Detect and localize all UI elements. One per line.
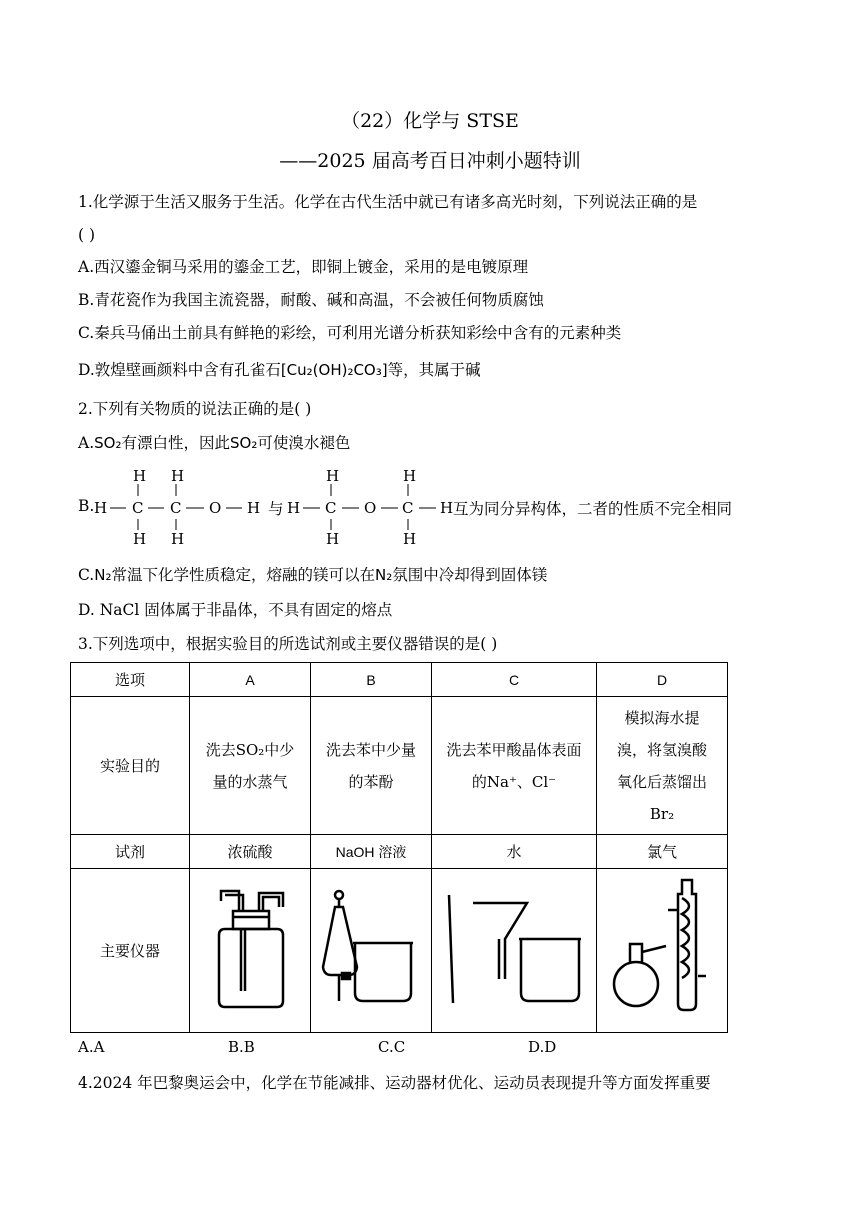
n2-formula-2: N₂ — [374, 566, 393, 584]
svg-text:H: H — [440, 499, 454, 517]
q2-option-d: D. NaCl 固体属于非晶体，不具有固定的熔点 — [78, 601, 393, 619]
n2-formula: N₂ — [94, 566, 112, 584]
header-cell: D — [597, 663, 728, 697]
apparatus-cell — [597, 869, 728, 1033]
so2-formula: SO₂ — [94, 434, 122, 452]
q3-option-a: A.A — [78, 1038, 105, 1056]
q2-option-b-link: 与 — [268, 500, 284, 518]
q1-option-d-tail: 等，其属于碱 — [387, 361, 481, 379]
svg-text:O: O — [364, 499, 377, 517]
svg-text:C: C — [132, 499, 144, 517]
page-subtitle: ——2025 届高考百日冲刺小题特训 — [279, 150, 581, 172]
row-label: 主要仪器 — [71, 869, 190, 1033]
svg-text:H: H — [326, 530, 340, 548]
q2-a-tail: 可使溴水褪色 — [257, 434, 351, 452]
page-title: （22）化学与 STSE — [341, 110, 519, 132]
svg-text:H: H — [287, 499, 301, 517]
reagent-cell: 氯气 — [597, 835, 728, 869]
purpose-cell: 洗去苯甲酸晶体表面的Na⁺、Cl⁻ — [432, 697, 597, 835]
purpose-cell: 洗去苯中少量的苯酚 — [311, 697, 432, 835]
header-cell: B — [311, 663, 432, 697]
svg-text:H: H — [403, 530, 417, 548]
reagent-cell: NaOH 溶液 — [311, 835, 432, 869]
q3-option-b: B.B — [228, 1038, 255, 1056]
header-cell: C — [432, 663, 597, 697]
funnel-beaker-glass-rod-icon — [439, 881, 589, 1011]
table-header-row — [71, 663, 728, 697]
q3-stem: 3.下列选项中，根据实验目的所选试剂或主要仪器错误的是( ) — [78, 635, 498, 653]
row-label: 实验目的 — [71, 697, 190, 835]
apparatus-cell — [432, 869, 597, 1033]
svg-text:O: O — [209, 499, 222, 517]
q2-c-tail: 氛围中冷却得到固体镁 — [392, 566, 548, 584]
table-row-purpose — [71, 697, 728, 835]
table-row-apparatus — [71, 869, 728, 1033]
q1-stem: 1.化学源于生活又服务于生活。化学在古代生活中就已有诸多高光时刻，下列说法正确的是 — [78, 193, 698, 211]
q1-option-d — [78, 358, 481, 380]
q1-option-c: C.秦兵马俑出土前具有鲜艳的彩绘，可利用光谱分析获知彩绘中含有的元素种类 — [78, 324, 622, 342]
svg-text:H: H — [133, 467, 147, 485]
q2-c-label: C. — [78, 566, 95, 584]
header-cell: 选项 — [71, 663, 190, 697]
svg-text:C: C — [402, 499, 414, 517]
apparatus-cell — [311, 869, 432, 1033]
svg-text:H: H — [326, 467, 340, 485]
q2-c-mid: 常温下化学性质稳定，熔融的镁可以在 — [111, 566, 375, 584]
svg-text:H: H — [171, 530, 185, 548]
q2-option-b-tail: 互为同分异构体，二者的性质不完全相同 — [453, 500, 733, 518]
q1-option-a: A.西汉鎏金铜马采用的鎏金工艺，即铜上镀金，采用的是电镀原理 — [78, 258, 529, 276]
experiment-table — [70, 662, 728, 1033]
q3-option-d: D.D — [528, 1038, 557, 1056]
svg-text:H: H — [247, 499, 261, 517]
header-cell: A — [190, 663, 311, 697]
gas-washing-bottle-icon — [195, 881, 305, 1011]
reagent-cell: 水 — [432, 835, 597, 869]
q1-paren: ( ) — [78, 226, 96, 244]
table-row-reagent — [71, 835, 728, 869]
malachite-formula: [Cu₂(OH)₂CO₃] — [280, 361, 388, 379]
purpose-cell: 模拟海水提溴，将氢溴酸氧化后蒸馏出Br₂ — [597, 697, 728, 835]
flask-condenser-icon — [606, 876, 718, 1016]
q1-option-d-text: D.敦煌壁画颜料中含有孔雀石 — [78, 361, 281, 379]
svg-text:H: H — [94, 499, 108, 517]
q3-option-c: C.C — [378, 1038, 406, 1056]
reagent-cell: 浓硫酸 — [190, 835, 311, 869]
q4-stem: 4.2024 年巴黎奥运会中，化学在节能减排、运动器材优化、运动员表现提升等方面发挥重要 — [78, 1074, 711, 1092]
svg-text:H: H — [403, 467, 417, 485]
row-label: 试剂 — [71, 835, 190, 869]
q2-stem: 2.下列有关物质的说法正确的是( ) — [78, 400, 312, 418]
svg-text:H: H — [171, 467, 185, 485]
q2-a-mid: 有漂白性，因此 — [121, 434, 230, 452]
so2-formula-2: SO₂ — [229, 434, 258, 452]
purpose-cell: 洗去SO₂中少量的水蒸气 — [190, 697, 311, 835]
q2-option-b-label: B. — [78, 497, 95, 515]
apparatus-cell — [190, 869, 311, 1033]
svg-text:C: C — [325, 499, 337, 517]
separatory-funnel-beaker-icon — [315, 881, 427, 1011]
q1-option-b: B.青花瓷作为我国主流瓷器，耐酸、碱和高温，不会被任何物质腐蚀 — [78, 291, 544, 309]
q2-a-label: A. — [78, 434, 95, 452]
svg-text:C: C — [170, 499, 182, 517]
q2-option-a — [78, 431, 350, 453]
svg-text:H: H — [133, 530, 147, 548]
q2-option-c — [78, 563, 547, 585]
